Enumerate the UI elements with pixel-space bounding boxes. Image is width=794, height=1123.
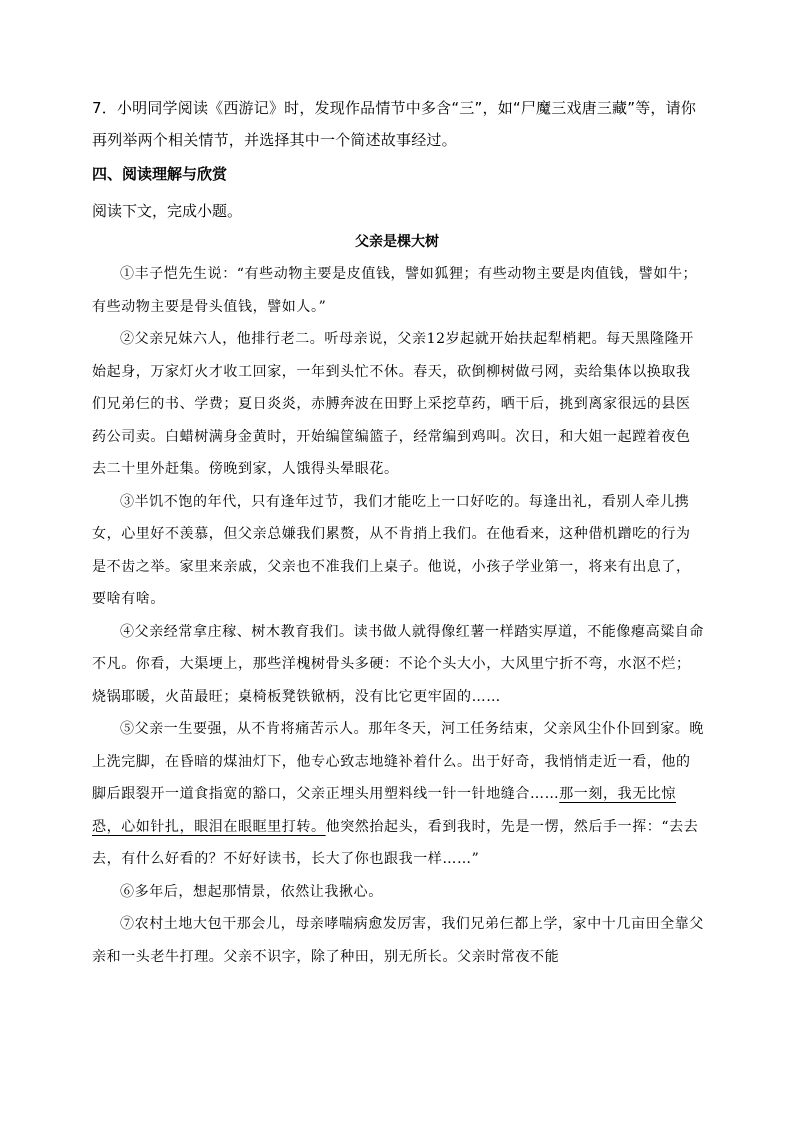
paragraph-5-start: ⑤父亲一生要强，从不肯将痛苦示人。那年冬天，河工任务结束，父亲风尘仆仆回到家。晚上洗完脚，在昏暗的煤油灯下，他专心致志地缝补着什么。出于好奇，我悄悄走近一看，他的脚后跟裂开一道食指宽的豁口，父亲正埋头用塑料线一针一针地缝合…… — [92, 721, 704, 802]
paragraph-1: ①丰子恺先生说：“有些动物主要是皮值钱，譬如狐狸；有些动物主要是肉值钱，譬如牛；有些动物主要是骨头值钱，譬如人。” — [92, 266, 698, 315]
question-7: 7．小明同学阅读《西游记》时，发现作品情节中多含“三”，如“尸魔三戏唐三藏”等，请你再列举两个相关情节，并选择其中一个简述故事经过。 — [92, 99, 697, 149]
paragraph-7: ⑦农村土地大包干那会儿，母亲哮喘病愈发厉害，我们兄弟仨都上学，家中十几亩田全靠父亲和一头老牛打理。父亲不识字，除了种田，别无所长。父亲时常夜不能 — [92, 916, 704, 965]
reading-instruction: 阅读下文，完成小题。 — [92, 202, 243, 220]
article-body — [92, 258, 704, 973]
article-title: 父亲是棵大树 — [355, 234, 439, 250]
underlined-sentence: 那一刻，我无比惊恐，心如针扎，眼泪在眼眶里打转。 — [92, 786, 677, 835]
paragraph-2: ②父亲兄妹六人，他排行老二。听母亲说，父亲12岁起就开始扶起犁梢耙。每天黑隆隆开始起身，万家灯火才收工回家，一年到头忙不休。春天，砍倒柳树做弓网，卖给集体以换取我们兄弟仨的书、学费；夏日炎炎，赤膊奔波在田野上采挖草药，晒干后，挑到离家很远的县医药公司卖。白蜡树满身金黄时，开始编筐编篮子，经常编到鸡叫。次日，和大姐一起蹚着夜色去二十里外赶集。傍晚到家，人饿得头晕眼花。 — [92, 331, 694, 477]
paragraph-5-end: 他突然抬起头，看到我时，先是一愣，然后手一挥：“去去去，有什么好看的？不好好读书，长大了你也跟我一样……” — [92, 818, 699, 867]
paragraph-3: ③半饥不饱的年代，只有逢年过节，我们才能吃上一口好吃的。每逢出礼，看别人牵儿携女，心里好不羡慕，但父亲总嫌我们累赘，从不肯捎上我们。在他看来，这种借机蹭吃的行为是不齿之举。家里来亲戚，父亲也不准我们上桌子。他说，小孩子学业第一，将来有出息了，要啥有啥。 — [92, 493, 691, 607]
paragraph-4: ④父亲经常拿庄稼、树木教育我们。读书做人就得像红薯一样踏实厚道，不能像瘪高粱自命不凡。你看，大渠埂上，那些洋槐树骨头多硬：不论个头大小，大风里宁折不弯，水沤不烂；烧锅耶暖，火苗最旺；桌椅板凳铁锨柄，没有比它更牢固的…… — [92, 623, 704, 705]
paragraph-5 — [92, 713, 704, 876]
paragraph-6: ⑥多年后，想起那情景，依然让我揪心。 — [120, 883, 383, 900]
section-heading: 四、阅读理解与欣赏 — [92, 165, 228, 183]
